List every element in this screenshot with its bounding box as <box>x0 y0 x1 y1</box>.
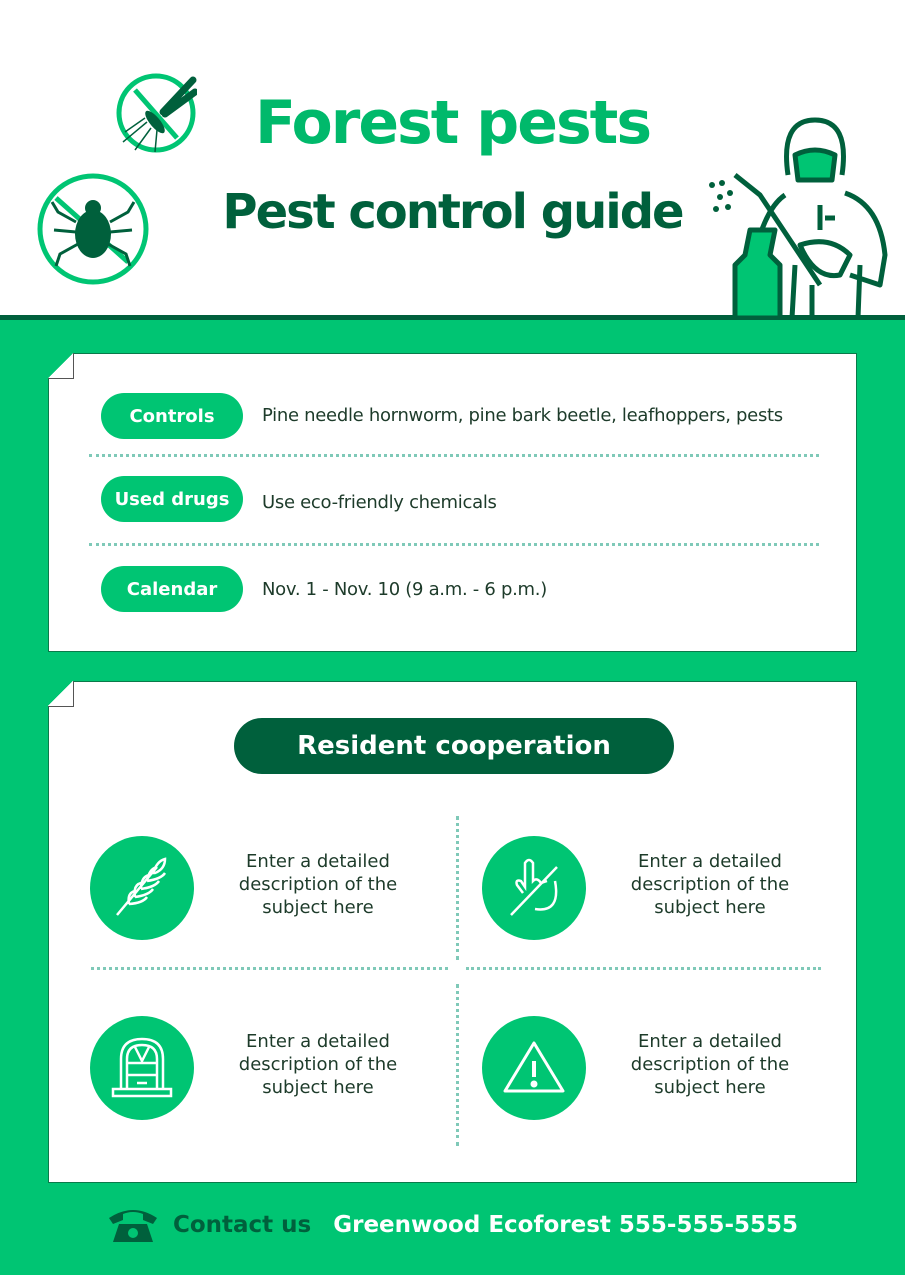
calendar-label: Calendar <box>101 566 243 612</box>
cooperation-item-text: Enter a detailed description of the subject here <box>238 851 398 918</box>
footer <box>0 1206 905 1244</box>
controls-value: Pine needle hornworm, pine bark beetle, leafhoppers, pests <box>262 405 783 426</box>
used-drugs-label: Used drugs <box>101 476 243 522</box>
divider <box>466 967 821 970</box>
page-subtitle: Pest control guide <box>222 184 683 240</box>
divider <box>89 543 819 546</box>
cooperation-item-text: Enter a detailed description of the subject here <box>630 851 790 918</box>
info-card <box>48 353 857 652</box>
folded-corner <box>48 353 74 379</box>
window-icon <box>90 1016 194 1120</box>
contact-info[interactable]: Greenwood Ecoforest 555-555-5555 <box>333 1212 799 1238</box>
wheat-icon <box>90 836 194 940</box>
cooperation-title: Resident cooperation <box>234 718 674 774</box>
no-touch-icon <box>482 836 586 940</box>
page-title: Forest pests <box>254 88 651 158</box>
cooperation-card <box>48 681 857 1183</box>
cooperation-item-text: Enter a detailed description of the subject here <box>630 1031 790 1098</box>
divider <box>91 967 448 970</box>
divider <box>456 984 459 1146</box>
divider <box>456 816 459 960</box>
calendar-value: Nov. 1 - Nov. 10 (9 a.m. - 6 p.m.) <box>262 579 547 600</box>
folded-corner <box>48 681 74 707</box>
contact-label: Contact us <box>172 1212 312 1238</box>
sprayer-worker-icon <box>700 115 895 318</box>
phone-icon <box>107 1206 159 1244</box>
cooperation-item-text: Enter a detailed description of the subject here <box>238 1031 398 1098</box>
divider <box>89 454 819 457</box>
warning-icon <box>482 1016 586 1120</box>
used-drugs-value: Use eco-friendly chemicals <box>262 492 497 513</box>
controls-label: Controls <box>101 393 243 439</box>
